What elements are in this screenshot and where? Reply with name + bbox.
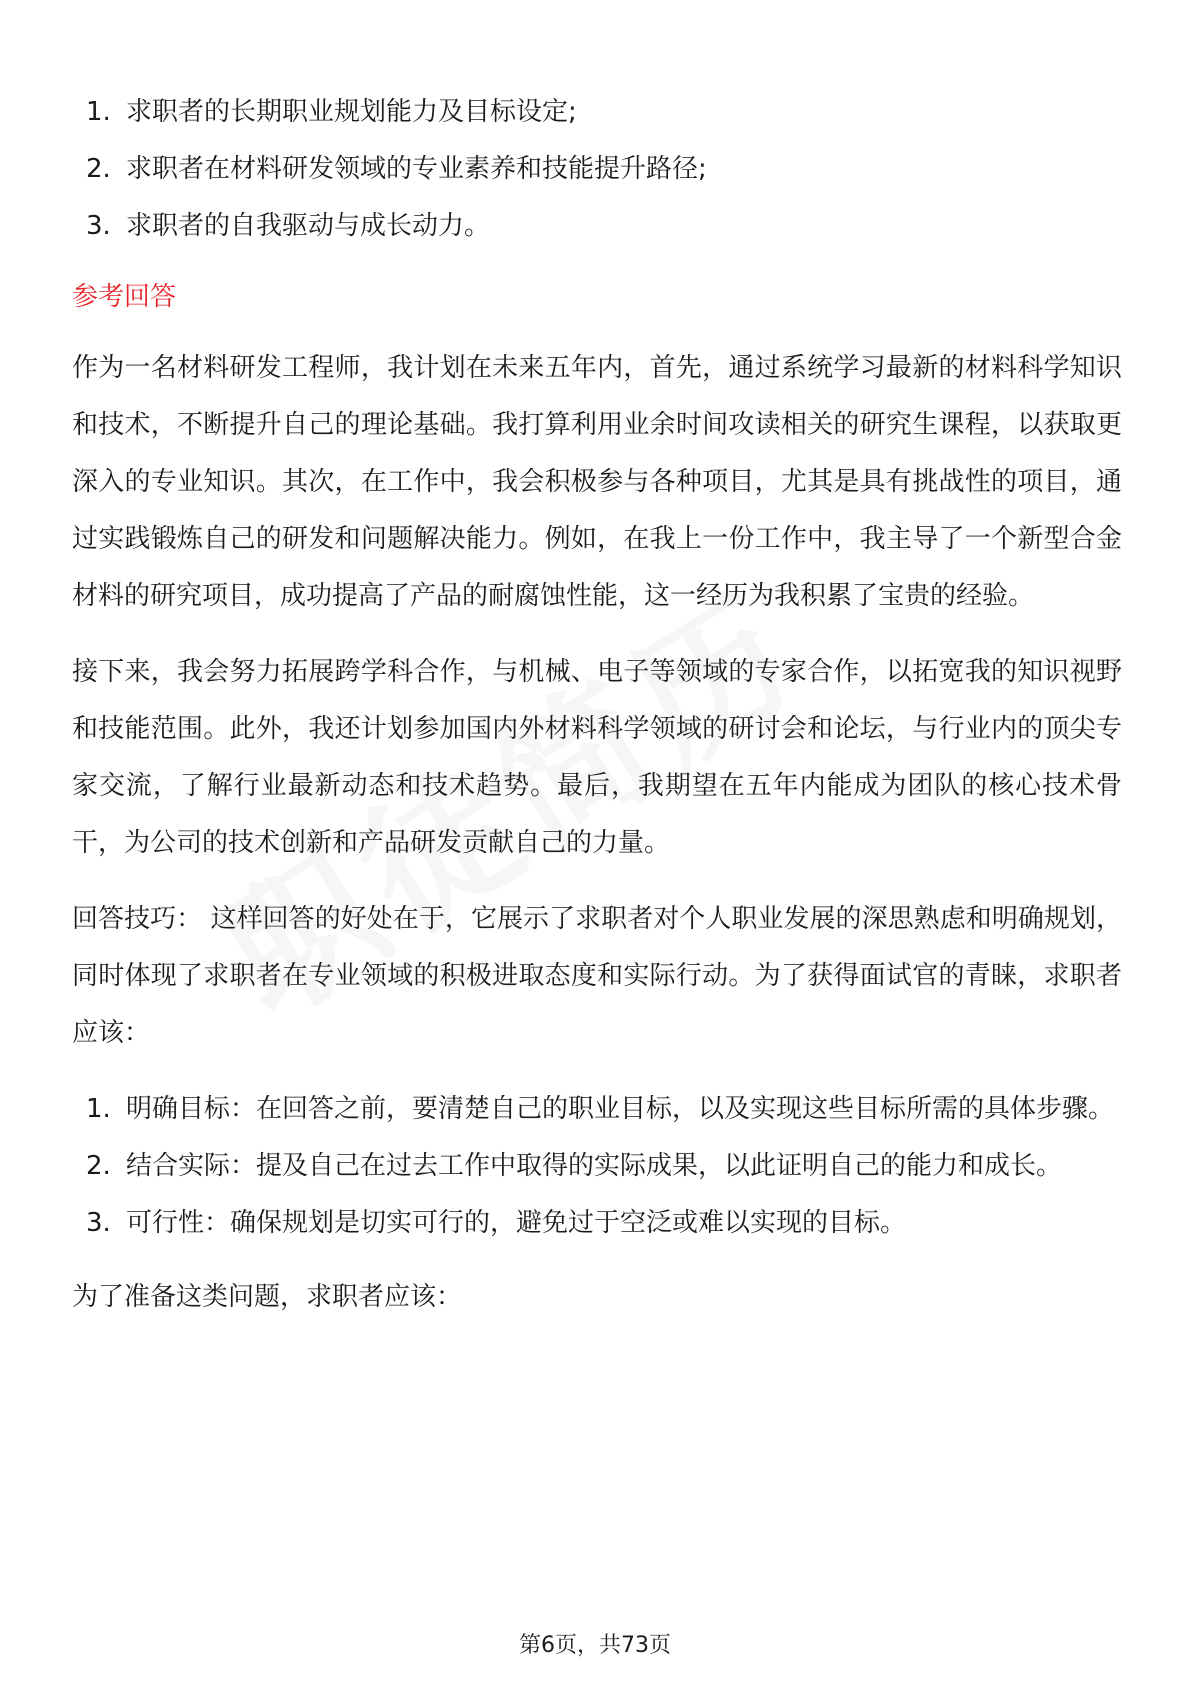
list-item-number: 3. (86, 211, 111, 241)
list-item (72, 141, 1122, 198)
list-item-number: 1. (86, 1094, 111, 1124)
list-item-number: 3. (86, 1208, 111, 1238)
page-content (72, 84, 1122, 1345)
list-item-number: 2. (86, 1151, 111, 1181)
intro-list (72, 84, 1122, 255)
list-item (72, 84, 1122, 141)
list-item-text: 求职者在材料研发领域的专业素养和技能提升路径; (126, 154, 707, 184)
answer-paragraph: 接下来，我会努力拓展跨学科合作，与机械、电子等领域的专家合作，以拓宽我的知识视野和技能范围。此外，我还计划参加国内外材料科学领域的研讨会和论坛，与行业内的顶尖专家交流，了解行业最新动态和技术趋势。最后，我期望在五年内能成为团队的核心技术骨干，为公司的技术创新和产品研发贡献自己的力量。 (72, 657, 1122, 858)
section-title: 参考回答 (72, 282, 177, 312)
tips-list (72, 1081, 1122, 1252)
closing-paragraph: 为了准备这类问题，求职者应该： (72, 1282, 463, 1312)
list-item-text: 求职者的长期职业规划能力及目标设定; (126, 97, 577, 127)
list-item-text: 求职者的自我驱动与成长动力。 (126, 211, 491, 241)
answer-paragraph: 作为一名材料研发工程师，我计划在未来五年内，首先，通过系统学习最新的材料科学知识和技术，不断提升自己的理论基础。我打算利用业余时间攻读相关的研究生课程，以获取更深入的专业知识。其次，在工作中，我会积极参与各种项目，尤其是具有挑战性的项目，通过实践锻炼自己的研发和问题解决能力。例如，在我上一份工作中，我主导了一个新型合金材料的研究项目，成功提高了产品的耐腐蚀性能，这一经历为我积累了宝贵的经验。 (72, 353, 1122, 611)
list-item-number: 1. (86, 97, 111, 127)
list-item (72, 1195, 1122, 1252)
list-item-text: 明确目标：在回答之前，要清楚自己的职业目标，以及实现这些目标所需的具体步骤。 (126, 1094, 1115, 1124)
list-item-number: 2. (86, 154, 111, 184)
list-item (72, 1138, 1122, 1195)
page-footer: 第6页，共73页 (519, 1633, 671, 1658)
tips-paragraph: 回答技巧： 这样回答的好处在于，它展示了求职者对个人职业发展的深思熟虑和明确规划，同时体现了求职者在专业领域的积极进取态度和实际行动。为了获得面试官的青睐，求职者应该： (72, 904, 1122, 1048)
list-item (72, 1081, 1122, 1138)
list-item (72, 198, 1122, 255)
list-item-text: 结合实际：提及自己在过去工作中取得的实际成果，以此证明自己的能力和成长。 (126, 1151, 1063, 1181)
list-item-text: 可行性：确保规划是切实可行的，避免过于空泛或难以实现的目标。 (126, 1208, 907, 1238)
